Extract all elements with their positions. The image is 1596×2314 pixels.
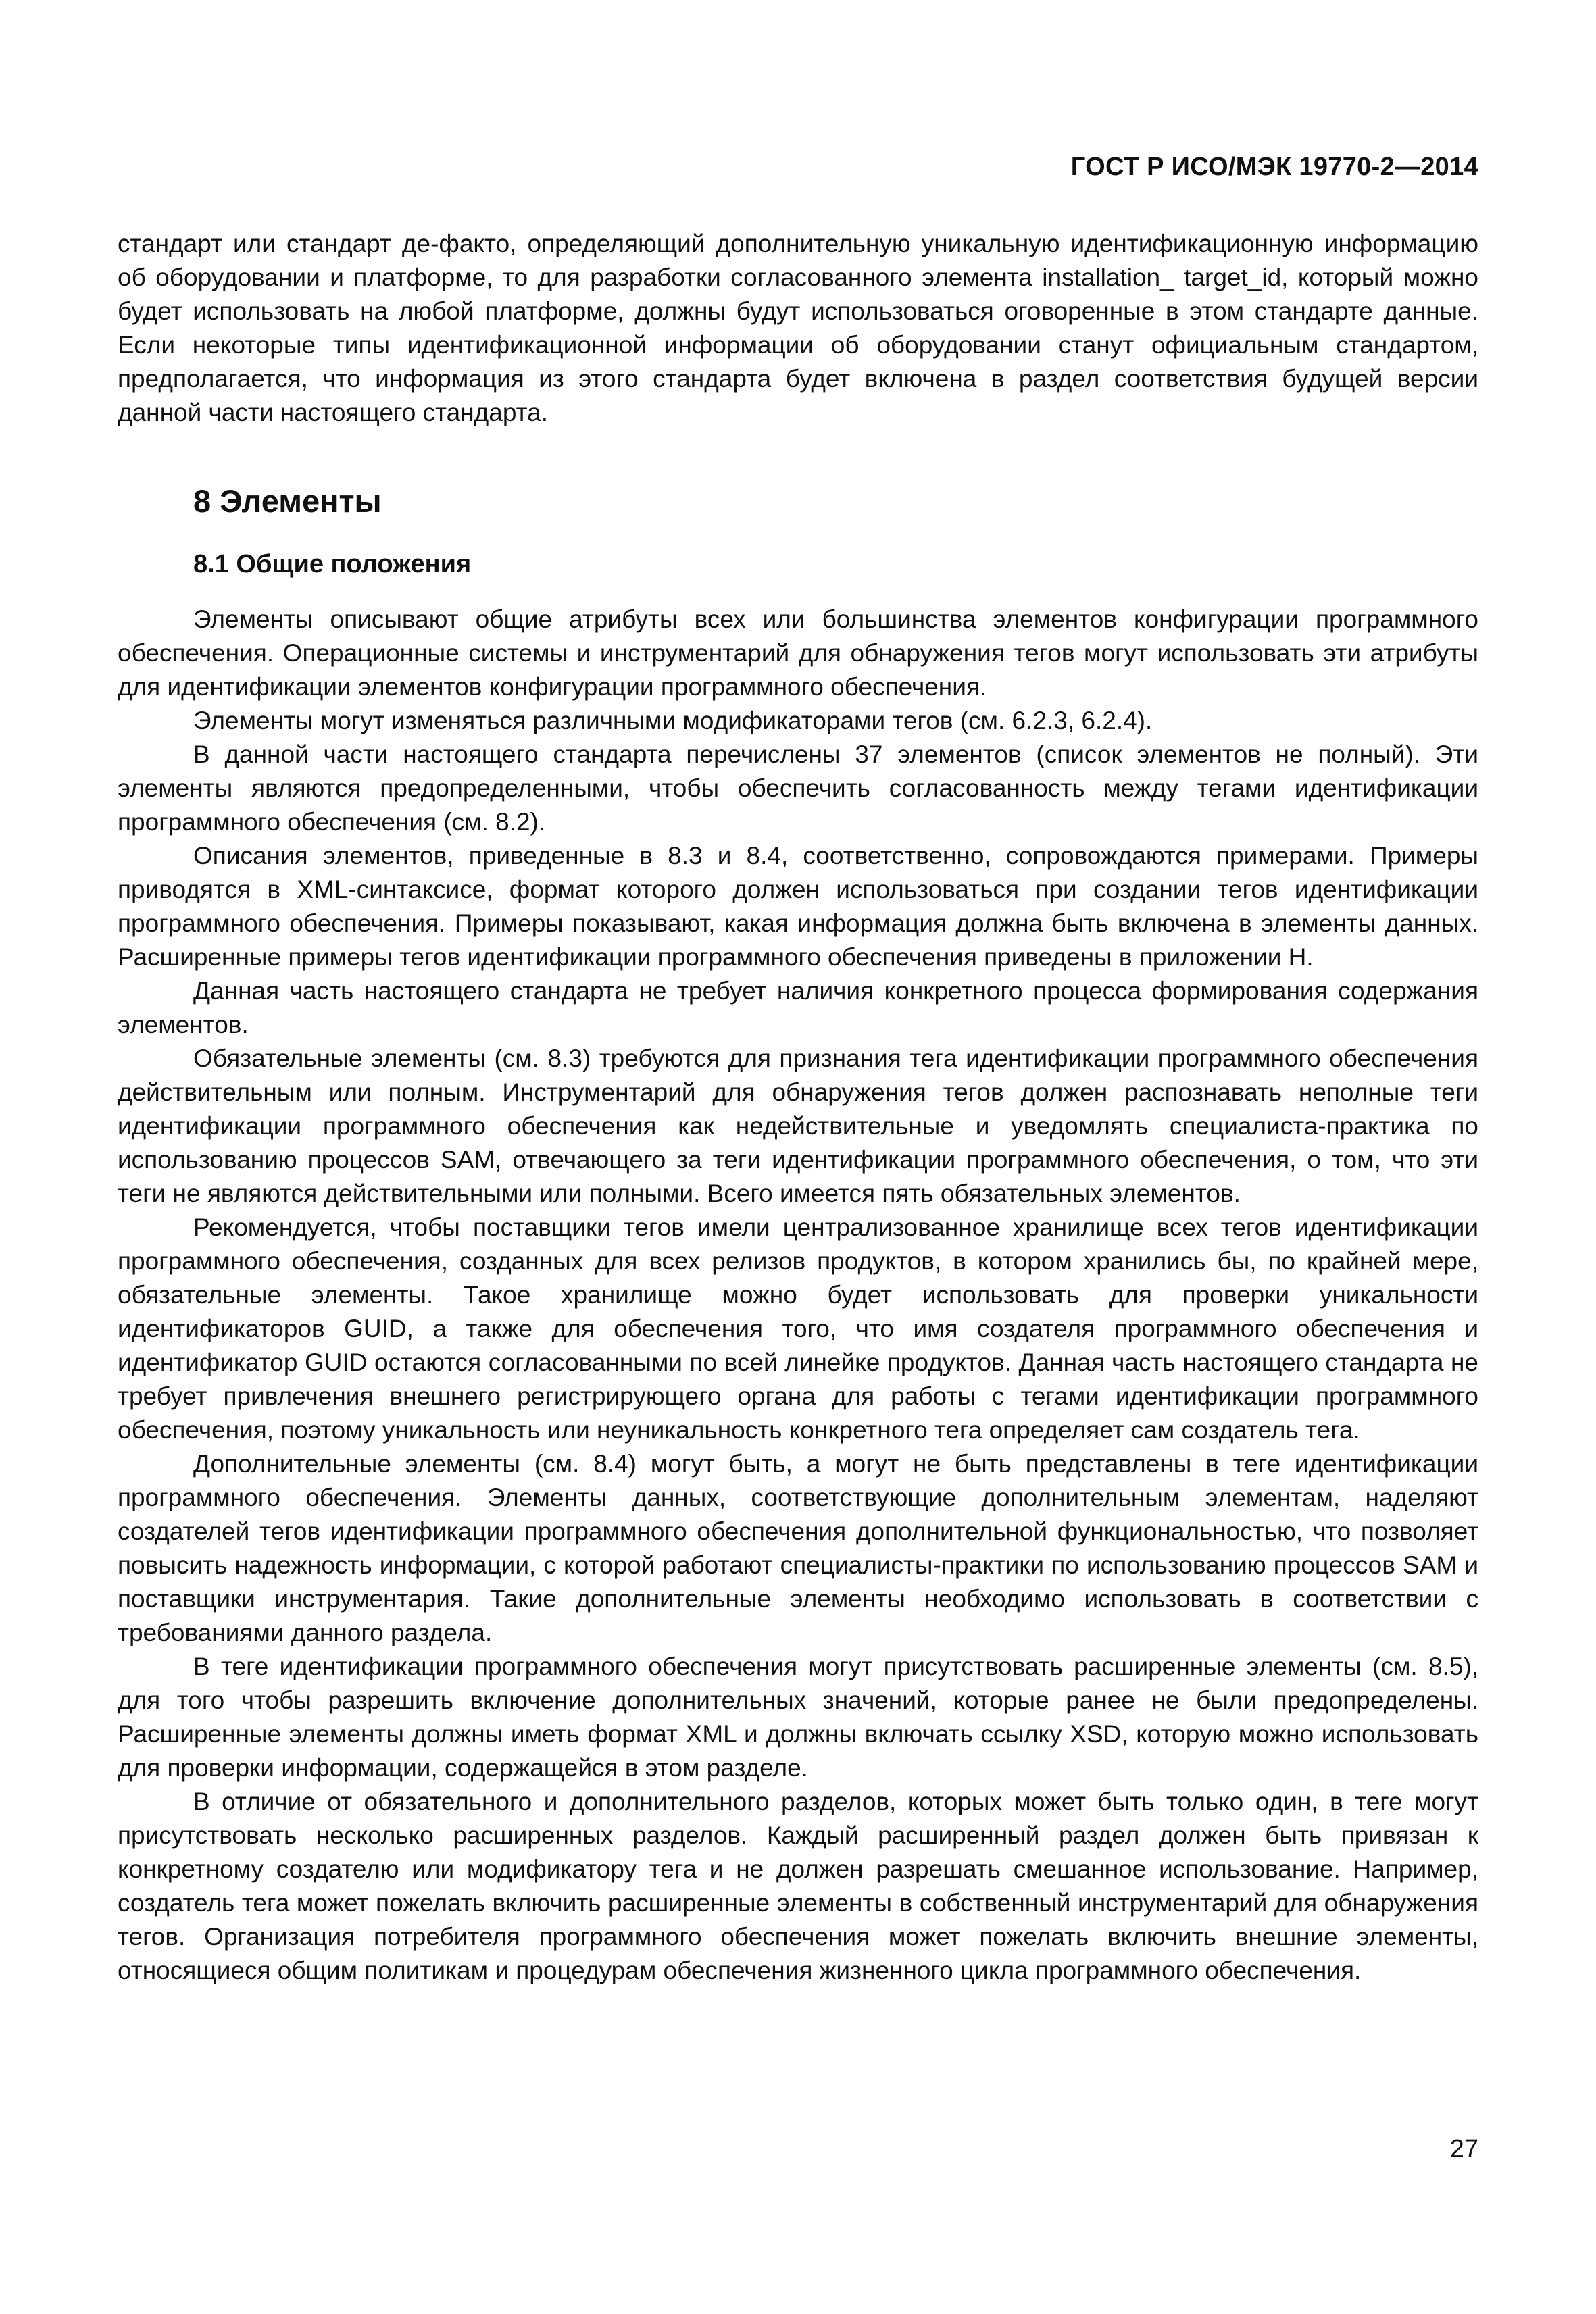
paragraph: Данная часть настоящего стандарта не требует наличия конкретного процесса формирования содержания элементов. [118,977,1478,1038]
paragraph: Элементы могут изменяться различными модификаторами тегов (см. 6.2.3, 6.2.4). [193,707,1153,734]
subsection-heading: 8.1 Общие положения [193,550,472,578]
paragraph: В данной части настоящего стандарта перечислены 37 элементов (список элементов не полный). Эти элементы являются предопределенными, чтобы обеспечить согласованность между тегами идентификации программного обеспечения (см. 8.2). [118,740,1478,836]
section-heading: 8 Элементы [193,483,382,519]
document-code-header: ГОСТ Р ИСО/МЭК 19770-2—2014 [1070,153,1478,181]
paragraph: Обязательные элементы (см. 8.3) требуются для признания тега идентификации программного обеспечения действительным или полным. Инструментарий для обнаружения тегов должен распознавать неполные теги идентификации программного обеспечения как недействительные и уведомлять специалиста-практика по использованию процессов SAM, отвечающего за теги идентификации программного обеспечения, о том, что эти теги не являются действительными или полными. Всего имеется пять обязательных элементов. [118,1045,1478,1207]
paragraph: Описания элементов, приведенные в 8.3 и 8.4, соответственно, сопровождаются примерами. Примеры приводятся в XML-синтаксисе, формат которого должен использоваться при создании тегов идентификации программного обеспечения. Примеры показывают, какая информация должна быть включена в элементы данных. Расширенные примеры тегов идентификации программного обеспечения приведены в приложении Н. [118,842,1478,971]
page-content [118,227,1478,1988]
paragraph: Элементы описывают общие атрибуты всех или большинства элементов конфигурации программного обеспечения. Операционные системы и инструментарий для обнаружения тегов могут использовать эти атрибуты для идентификации элементов конфигурации программного обеспечения. [118,605,1478,701]
paragraph: Рекомендуется, чтобы поставщики тегов имели централизованное хранилище всех тегов идентификации программного обеспечения, созданных для всех релизов продуктов, в котором хранились бы, по крайней мере, обязательные элементы. Такое хранилище можно будет использовать для проверки уникальности идентификаторов GUID, а также для обеспечения того, что имя создателя программного обеспечения и идентификатор GUID остаются согласованными по всей линейке продуктов. Данная часть настоящего стандарта не требует привлечения внешнего регистрирующего органа для работы с тегами идентификации программного обеспечения, поэтому уникальность или неуникальность конкретного тега определяет сам создатель тега. [118,1213,1478,1444]
paragraph: В отличие от обязательного и дополнительного разделов, которых может быть только один, в теге могут присутствовать несколько расширенных разделов. Каждый расширенный раздел должен быть привязан к конкретному создателю или модификатору тега и не должен разрешать смешанное использование. Например, создатель тега может пожелать включить расширенные элементы в собственный инструментарий для обнаружения тегов. Организация потребителя программного обеспечения может пожелать включить внешние элементы, относящиеся общим политикам и процедурам обеспечения жизненного цикла программного обеспечения. [118,1788,1478,1984]
continuation-paragraph: стандарт или стандарт де-факто, определяющий дополнительную уникальную идентификационную информацию об оборудовании и платформе, то для разработки согласованного элемента installation_ target_id, который можно будет использовать на любой платформе, должны будут использоваться оговоренные в этом стандарте данные. Если некоторые типы идентификационной информации об оборудовании станут официальным стандартом, предполагается, что информация из этого стандарта будет включена в раздел соответствия будущей версии данной части настоящего стандарта. [118,230,1478,426]
page-number: 27 [1449,2135,1478,2163]
paragraph: В теге идентификации программного обеспечения могут присутствовать расширенные элементы (см. 8.5), для того чтобы разрешить включение дополнительных значений, которые ранее не были предопределены. Расширенные элементы должны иметь формат XML и должны включать ссылку XSD, которую можно использовать для проверки информации, содержащейся в этом разделе. [118,1653,1478,1782]
paragraph: Дополнительные элементы (см. 8.4) могут быть, а могут не быть представлены в теге идентификации программного обеспечения. Элементы данных, соответствующие дополнительным элементам, наделяют создателей тегов идентификации программного обеспечения дополнительной функциональностью, что позволяет повысить надежность информации, с которой работают специалисты-практики по использованию процессов SAM и поставщики инструментария. Такие дополнительные элементы необходимо использовать в соответствии с требованиями данного раздела. [118,1450,1478,1646]
